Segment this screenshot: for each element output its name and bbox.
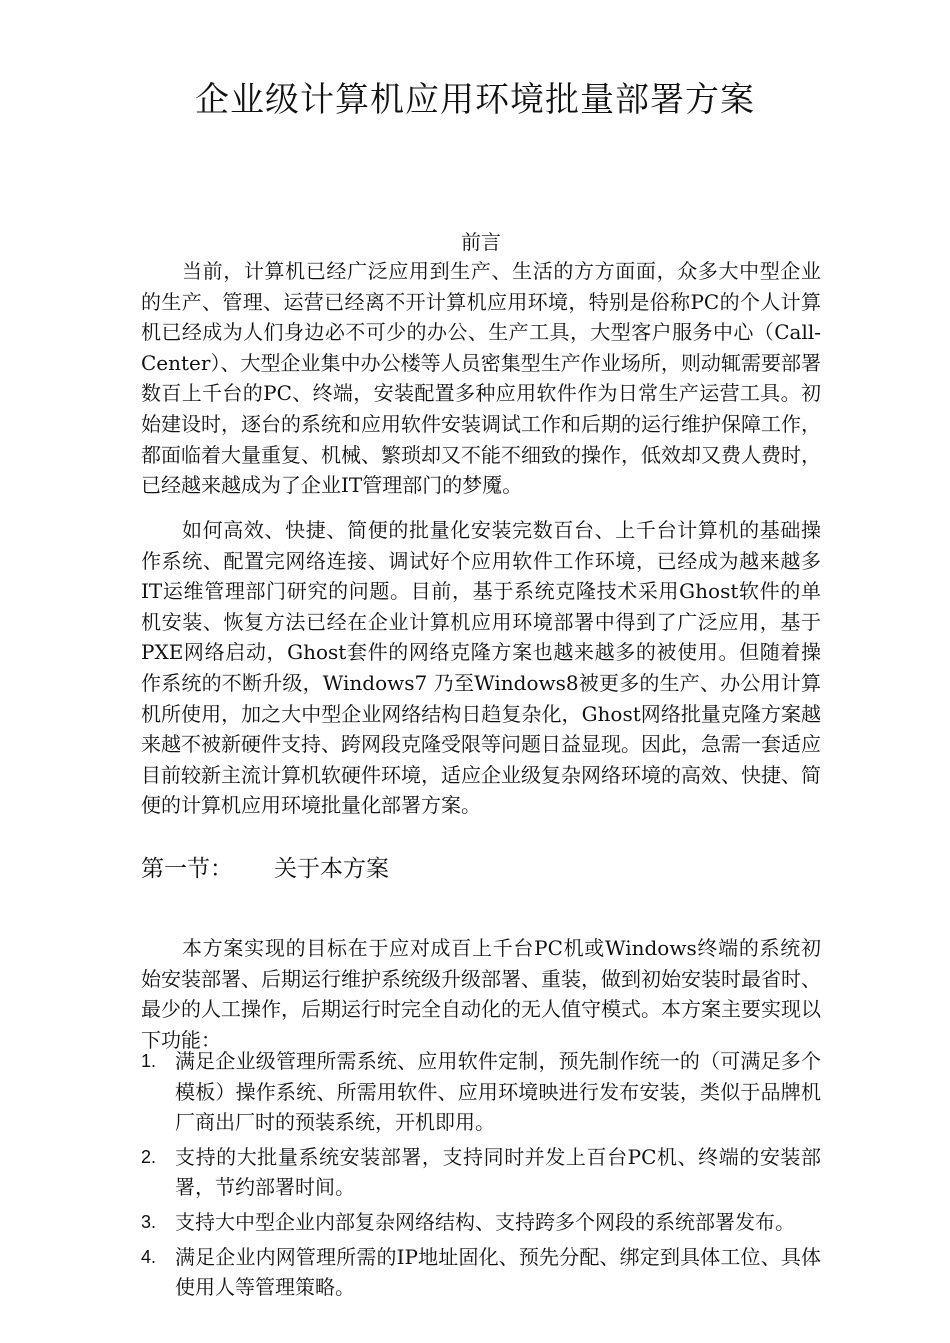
preface-heading: 前言 <box>461 230 501 254</box>
list-item-text: 满足企业级管理所需系统、应用软件定制，预先制作统一的（可满足多个模板）操作系统、所需用软件、应用环境映进行发布安装，类似于品牌机厂商出厂时的预装系统，开机即用。 <box>175 1049 821 1135</box>
list-item <box>141 1207 821 1238</box>
document-title: 企业级计算机应用环境批量部署方案 <box>195 80 755 120</box>
preface-paragraph-2: 如何高效、快捷、简便的批量化安装完数百台、上千台计算机的基础操作系统、配置完网络连接、调试好个应用软件工作环境，已经成为越来越多IT运维管理部门研究的问题。目前，基于系统克隆技术采用Ghost软件的单机安装、恢复方法已经在企业计算机应用环境部署中得到了广泛应用，基于PXE网络启动，Ghost套件的网络克隆方案也越来越多的被使用。但随着操作系统的不断升级，Windows7 乃至Windows8被更多的生产、办公用计算机所使用，加之大中型企业网络结构日趋复杂化，Ghost网络批量克隆方案越来越不被新硬件支持、跨网段克隆受限等问题日益显现。因此，急需一套适应目前较新主流计算机软硬件环境，适应企业级复杂网络环境的高效、快捷、简便的计算机应用环境批量化部署方案。 <box>141 518 821 818</box>
list-item-number: 1. <box>141 1051 157 1071</box>
preface-paragraph-1: 当前，计算机已经广泛应用到生产、生活的方方面面，众多大中型企业的生产、管理、运营已经离不开计算机应用环境，特别是俗称PC的个人计算机已经成为人们身边必不可少的办公、生产工具，大型客户服务中心（Call-Center）、大型企业集中办公楼等人员密集型生产作业场所，则动辄需要部署数百上千台的PC、终端，安装配置多种应用软件作为日常生产运营工具。初始建设时，逐台的系统和应用软件安装调试工作和后期的运行维护保障工作，都面临着大量重复、机械、繁琐却又不能不细致的操作，低效却又费人费时，已经越来越成为了企业IT管理部门的梦魇。 <box>141 259 821 498</box>
list-item-number: 3. <box>141 1211 157 1232</box>
list-item-number: 4. <box>141 1246 157 1267</box>
list-item <box>141 1046 821 1138</box>
section-heading <box>141 853 389 885</box>
list-item <box>141 1142 821 1203</box>
list-item-text: 满足企业内网管理所需的IP地址固化、预先分配、绑定到具体工位、具体使用人等管理策略。 <box>175 1244 821 1300</box>
feature-list <box>141 1046 821 1307</box>
list-item <box>141 1242 821 1303</box>
list-item-text: 支持的大批量系统安装部署，支持同时并发上百台PC机、终端的安装部署，节约部署时间。 <box>175 1144 821 1200</box>
list-item-text: 支持大中型企业内部复杂网络结构、支持跨多个网段的系统部署发布。 <box>175 1209 795 1234</box>
list-item-number: 2. <box>141 1146 157 1167</box>
section-paragraph: 本方案实现的目标在于应对成百上千台PC机或Windows终端的系统初始安装部署、后期运行维护系统级升级部署、重装，做到初始安装时最省时、最少的人工操作，后期运行时完全自动化的无人值守模式。本方案主要实现以下功能： <box>141 936 821 1052</box>
section-number: 第一节： <box>141 856 233 882</box>
section-title: 关于本方案 <box>274 856 389 882</box>
